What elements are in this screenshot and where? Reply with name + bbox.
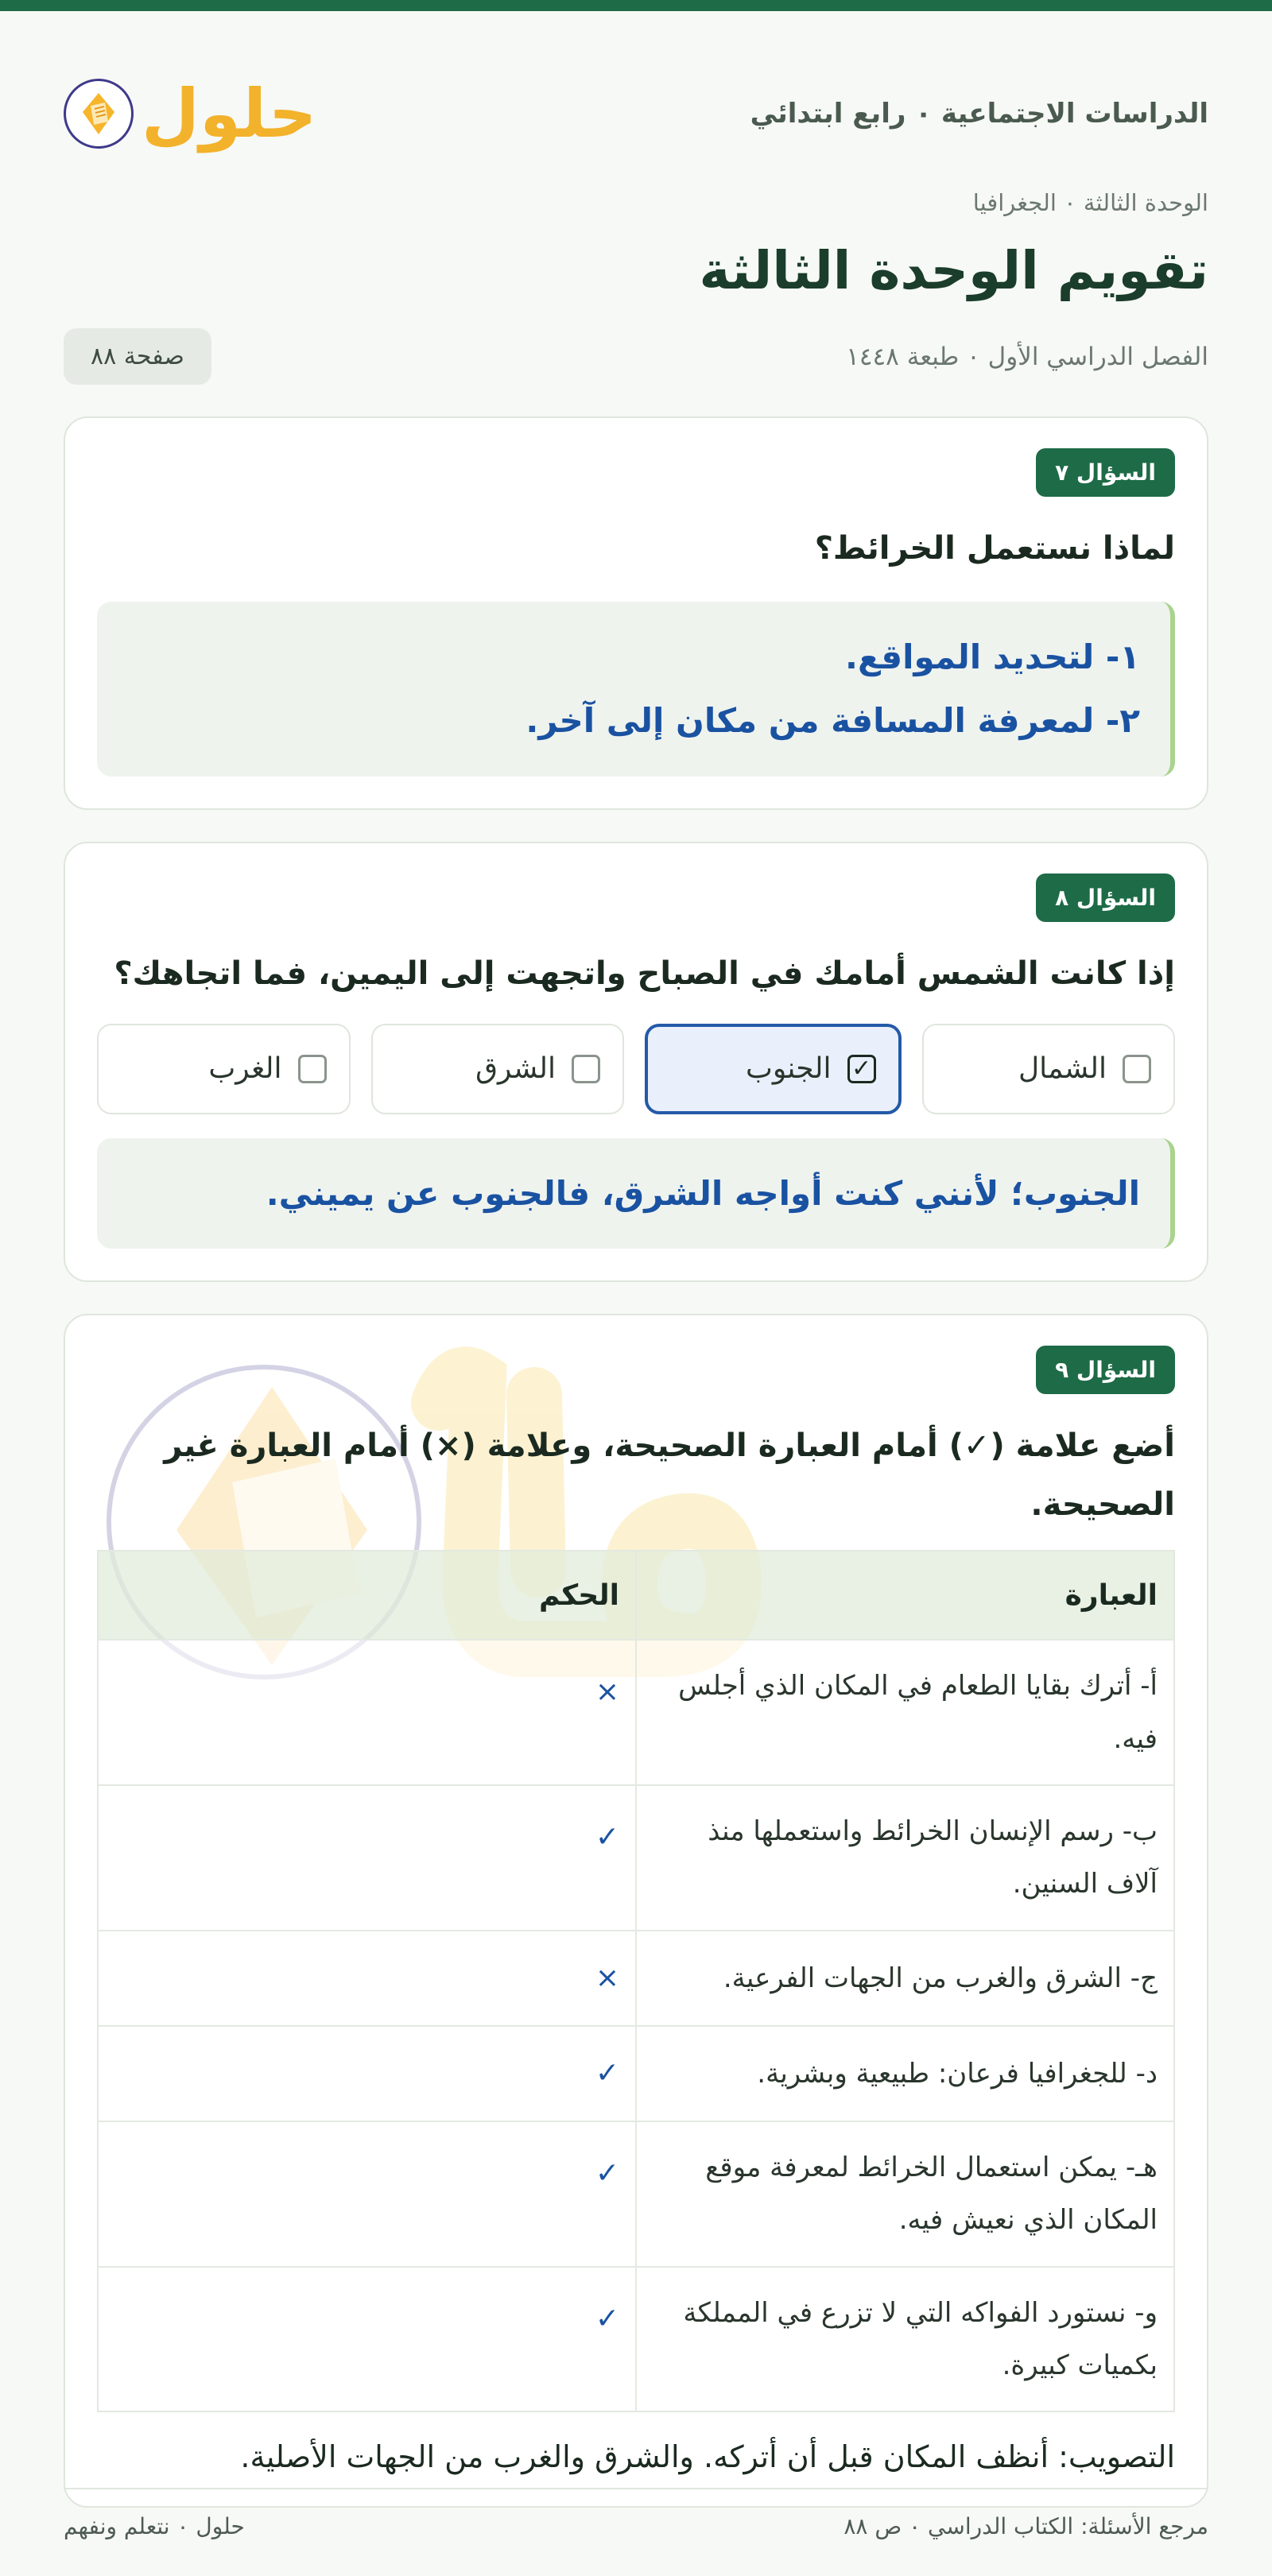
question-badge: السؤال ٩ [1036, 1346, 1175, 1394]
option-west[interactable] [97, 1024, 351, 1114]
statement-cell: هـ- يمكن استعمال الخرائط لمعرفة موقع المكان الذي نعيش فيه. [636, 2121, 1174, 2267]
page [0, 56, 1272, 2508]
option-east[interactable] [371, 1024, 625, 1114]
breadcrumb: الوحدة الثالثة ٠ الجغرافيا [972, 189, 1208, 216]
verdict-cell: × [98, 1931, 636, 2026]
answer-line: ١- لتحديد المواقع. [845, 637, 1140, 676]
verdict-cell: ✓ [98, 1785, 636, 1931]
question-badge: السؤال ٨ [1036, 874, 1175, 922]
table-row [98, 1931, 1174, 2026]
verdict-cell: ✓ [98, 2026, 636, 2121]
option-label: الشمال [1018, 1052, 1107, 1086]
column-header-verdict: الحكم [98, 1551, 636, 1640]
statement-cell: ب- رسم الإنسان الخرائط واستعملها منذ آلاف السنين. [636, 1785, 1174, 1931]
table-row [98, 2267, 1174, 2412]
statement-cell: ج- الشرق والغرب من الجهات الفرعية. [636, 1931, 1174, 2026]
verdict-cell: ✓ [98, 2121, 636, 2267]
question-card-9 [64, 1314, 1208, 2508]
table-row [98, 1640, 1174, 1785]
option-label: الشرق [475, 1052, 556, 1086]
header [64, 56, 1208, 172]
question-card-7 [64, 416, 1208, 810]
subject-title: الدراسات الاجتماعية ٠ رابع ابتدائي [750, 98, 1208, 130]
option-north[interactable] [922, 1024, 1176, 1114]
footer-reference: مرجع الأسئلة: الكتاب الدراسي ٠ ص ٨٨ [843, 2513, 1208, 2539]
verdict-cell: × [98, 1640, 636, 1785]
answer-line: الجنوب؛ لأنني كنت أواجه الشرق، فالجنوب عن يميني. [266, 1173, 1140, 1213]
top-accent-bar [0, 0, 1272, 11]
checkbox-icon[interactable] [298, 1055, 327, 1083]
question-text: إذا كانت الشمس أمامك في الصباح واتجهت إلى اليمين، فما اتجاهك؟ [114, 955, 1175, 992]
table-header-row [98, 1551, 1174, 1640]
checkbox-icon[interactable] [1123, 1055, 1151, 1083]
table-row [98, 2026, 1174, 2121]
answer-box [97, 602, 1175, 777]
footer-brand: حلول ٠ نتعلم ونفهم [64, 2513, 245, 2539]
statement-cell: أ- أترك بقايا الطعام في المكان الذي أجلس فيه. [636, 1640, 1174, 1785]
verdict-cell: ✓ [98, 2267, 636, 2412]
page-number-chip: صفحة ٨٨ [64, 328, 211, 385]
checkbox-checked-icon[interactable]: ✓ [847, 1055, 876, 1083]
question-badge: السؤال ٧ [1036, 448, 1175, 497]
footer [64, 2488, 1208, 2539]
answer-line: ٢- لمعرفة المسافة من مكان إلى آخر. [525, 700, 1140, 740]
option-south[interactable] [645, 1024, 902, 1114]
logo[interactable] [64, 75, 317, 153]
table-row [98, 1785, 1174, 1931]
checkbox-icon[interactable] [572, 1055, 600, 1083]
true-false-table [97, 1550, 1175, 2412]
correction-text: التصويب: أنظف المكان قبل أن أتركه. والشرق والغرب من الجهات الأصلية. [240, 2439, 1175, 2475]
answer-box [97, 1138, 1175, 1249]
answer-options [97, 1024, 1175, 1114]
question-text: لماذا نستعمل الخرائط؟ [814, 530, 1175, 567]
meta-row [64, 328, 1208, 385]
option-label: الغرب [208, 1052, 282, 1086]
statement-cell: و- نستورد الفواكه التي لا تزرع في المملكة بكميات كبيرة. [636, 2267, 1174, 2412]
page-title: تقويم الوحدة الثالثة [699, 240, 1208, 301]
logo-wordmark: حلول [142, 75, 317, 153]
statement-cell: د- للجغرافيا فرعان: طبيعية وبشرية. [636, 2026, 1174, 2121]
question-text: أضع علامة (✓) أمام العبارة الصحيحة، وعلامة (×) أمام العبارة غير الصحيحة. [164, 1427, 1175, 1524]
option-label: الجنوب [745, 1052, 832, 1086]
semester-info: الفصل الدراسي الأول ٠ طبعة ١٤٤٨ [846, 342, 1208, 371]
logo-badge-icon [64, 79, 134, 149]
question-card-8 [64, 842, 1208, 1283]
table-row [98, 2121, 1174, 2267]
column-header-statement: العبارة [636, 1551, 1174, 1640]
